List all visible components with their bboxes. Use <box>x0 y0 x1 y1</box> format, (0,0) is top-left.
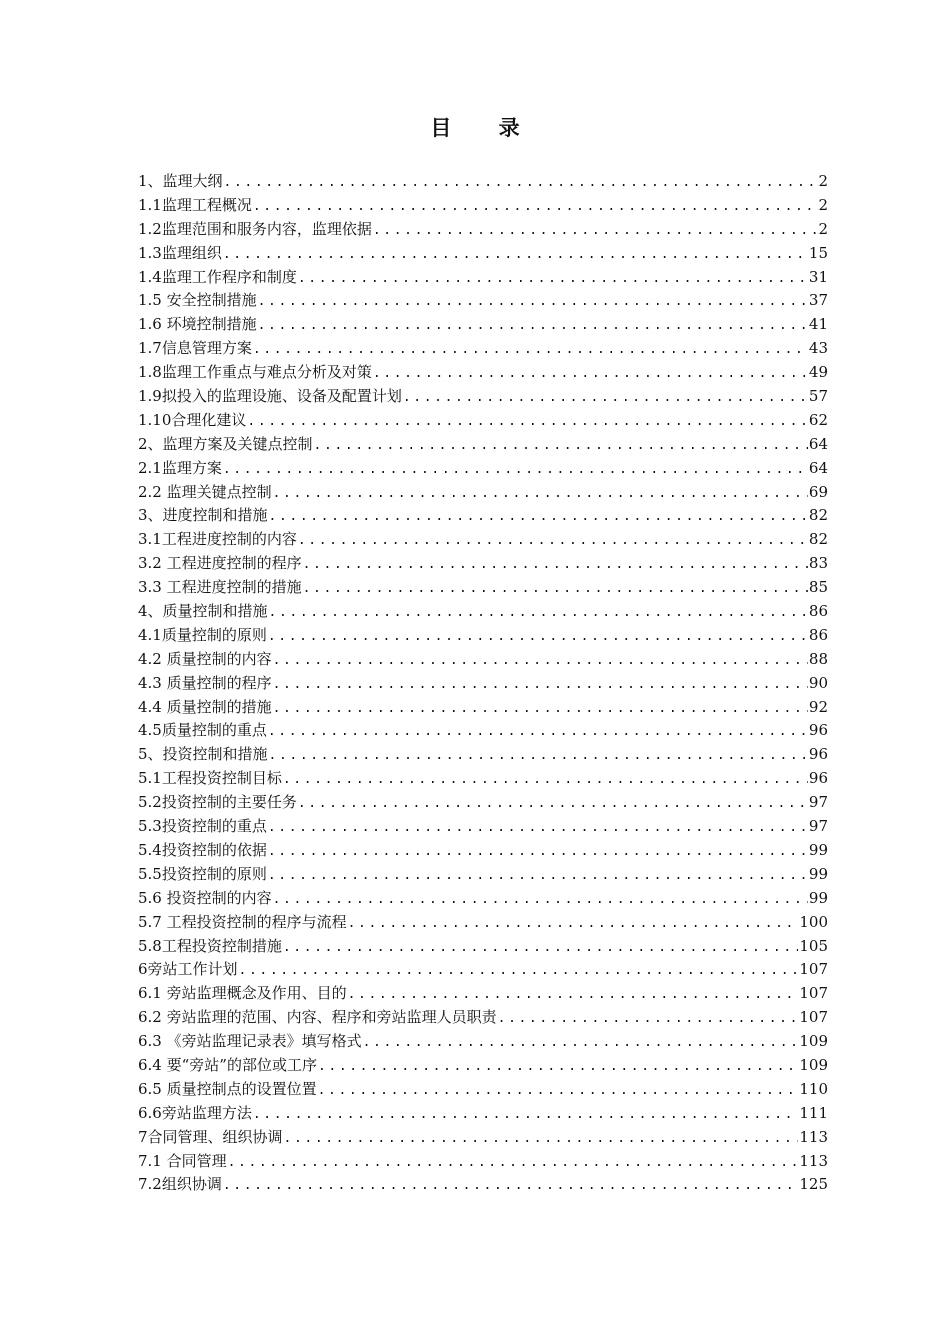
toc-dot-leader <box>253 1103 799 1127</box>
toc-dot-leader <box>253 338 808 362</box>
toc-entry[interactable] <box>138 719 828 743</box>
toc-entry-label: 2.2 监理关键点控制 <box>138 482 272 501</box>
toc-entry-label: 3.1工程进度控制的内容 <box>138 530 297 549</box>
toc-dot-leader <box>223 1174 799 1198</box>
toc-entry-page-number: 107 <box>799 960 828 979</box>
toc-entry[interactable] <box>138 194 828 218</box>
toc-dot-leader <box>318 1055 798 1079</box>
toc-entry[interactable] <box>138 767 828 791</box>
toc-entry-page-number: 96 <box>808 721 828 740</box>
toc-entry[interactable] <box>138 696 828 720</box>
toc-entry-page-number: 125 <box>799 1175 828 1194</box>
toc-entry-label: 4.1质量控制的原则 <box>138 625 267 644</box>
toc-entry-page-number: 96 <box>808 745 828 764</box>
toc-entry-label: 2、监理方案及关键点控制 <box>138 434 313 453</box>
toc-dot-leader <box>258 314 808 338</box>
toc-entry-label: 6.6旁站监理方法 <box>138 1103 252 1122</box>
toc-entry-label: 5.7 工程投资控制的程序与流程 <box>138 912 347 931</box>
toc-dot-leader <box>298 792 808 816</box>
toc-dot-leader <box>224 171 818 195</box>
toc-entry-page-number: 96 <box>808 769 828 788</box>
toc-entry-page-number: 85 <box>808 578 828 597</box>
toc-entry-label: 5.2投资控制的主要任务 <box>138 793 297 812</box>
toc-entry[interactable] <box>138 648 828 672</box>
toc-entry-label: 6.5 质量控制点的设置位置 <box>138 1079 317 1098</box>
toc-entry-page-number: 49 <box>808 363 828 382</box>
toc-entry[interactable] <box>138 911 828 935</box>
toc-entry-label: 4.3 质量控制的程序 <box>138 673 272 692</box>
toc-entry[interactable] <box>138 958 828 982</box>
toc-entry[interactable] <box>138 791 828 815</box>
toc-entry-page-number: 110 <box>799 1079 828 1098</box>
toc-dot-leader <box>318 1079 799 1103</box>
toc-entry-page-number: 99 <box>808 864 828 883</box>
toc-entry-page-number: 109 <box>799 1032 828 1051</box>
toc-entry[interactable] <box>138 743 828 767</box>
toc-dot-leader <box>247 410 808 434</box>
toc-dot-leader <box>273 649 808 673</box>
toc-entry-label: 5.4投资控制的依据 <box>138 840 267 859</box>
toc-entry-label: 1.7信息管理方案 <box>138 339 252 358</box>
toc-entry[interactable] <box>138 1126 828 1150</box>
toc-entry-label: 6.3 《旁站监理记录表》填写格式 <box>138 1032 362 1051</box>
toc-entry-page-number: 69 <box>808 482 828 501</box>
toc-entry-page-number: 88 <box>808 649 828 668</box>
toc-entry-page-number: 107 <box>799 1008 828 1027</box>
toc-entry-page-number: 57 <box>808 387 828 406</box>
toc-dot-leader <box>403 386 808 410</box>
toc-entry-label: 4.5质量控制的重点 <box>138 721 267 740</box>
toc-dot-leader <box>253 195 818 219</box>
toc-entry-page-number: 43 <box>808 339 828 358</box>
toc-dot-leader <box>314 434 808 458</box>
toc-entry-page-number: 2 <box>818 195 828 214</box>
toc-entry-label: 6.1 旁站监理概念及作用、目的 <box>138 984 347 1003</box>
toc-entry-page-number: 2 <box>818 172 828 190</box>
toc-dot-leader <box>268 840 808 864</box>
toc-entry-label: 3、进度控制和措施 <box>138 506 268 525</box>
toc-entry-label: 4、质量控制和措施 <box>138 602 268 621</box>
toc-entry-page-number: 64 <box>808 458 828 477</box>
toc-entry-page-number: 62 <box>808 410 828 429</box>
toc-entry[interactable] <box>138 385 828 409</box>
toc-entry-page-number: 107 <box>799 984 828 1003</box>
toc-dot-leader <box>298 267 808 291</box>
toc-entry[interactable] <box>138 170 828 194</box>
toc-entry[interactable] <box>138 1054 828 1078</box>
toc-entry-page-number: 64 <box>808 434 828 453</box>
toc-entry[interactable] <box>138 242 828 266</box>
toc-entry-page-number: 92 <box>808 697 828 716</box>
toc-entry-page-number: 99 <box>808 840 828 859</box>
toc-entry-page-number: 86 <box>808 602 828 621</box>
toc-entry-label: 5.3投资控制的重点 <box>138 817 267 836</box>
toc-entry-label: 1.6 环境控制措施 <box>138 315 257 334</box>
toc-entry[interactable] <box>138 266 828 290</box>
toc-dot-leader <box>268 816 808 840</box>
toc-entry-label: 1.4监理工作程序和制度 <box>138 267 297 286</box>
toc-title: 目 录 <box>430 115 540 140</box>
toc-entry-page-number: 37 <box>808 291 828 310</box>
toc-entry[interactable] <box>138 457 828 481</box>
toc-entry[interactable] <box>138 815 828 839</box>
toc-entry-label: 1.1监理工程概况 <box>138 195 252 214</box>
toc-entry-label: 4.4 质量控制的措施 <box>138 697 272 716</box>
toc-entry[interactable] <box>138 481 828 505</box>
toc-entry-label: 3.3 工程进度控制的措施 <box>138 578 302 597</box>
toc-entry-page-number: 82 <box>808 530 828 549</box>
toc-dot-leader <box>373 362 808 386</box>
toc-entry[interactable] <box>138 504 828 528</box>
toc-entry-label: 1.10合理化建议 <box>138 410 247 429</box>
toc-dot-leader <box>239 959 799 983</box>
toc-dot-leader <box>269 505 808 529</box>
toc-entry-page-number: 111 <box>799 1103 828 1122</box>
toc-entry-label: 4.2 质量控制的内容 <box>138 649 272 668</box>
toc-entry[interactable] <box>138 1173 828 1197</box>
toc-entry-page-number: 2 <box>818 219 828 238</box>
toc-dot-leader <box>363 1031 799 1055</box>
toc-entry-page-number: 113 <box>799 1127 828 1146</box>
toc-dot-leader <box>303 577 808 601</box>
toc-entry-label: 5.1工程投资控制目标 <box>138 769 282 788</box>
toc-entry-page-number: 97 <box>808 793 828 812</box>
toc-entry[interactable] <box>138 863 828 887</box>
toc-entry[interactable] <box>138 433 828 457</box>
toc-entry-label: 6.2 旁站监理的范围、内容、程序和旁站监理人员职责 <box>138 1008 497 1027</box>
toc-entry-page-number: 86 <box>808 625 828 644</box>
toc-dot-leader <box>268 720 808 744</box>
toc-dot-leader <box>269 744 808 768</box>
toc-dot-leader <box>348 912 799 936</box>
toc-entry[interactable] <box>138 887 828 911</box>
toc-entry[interactable] <box>138 409 828 433</box>
toc-dot-leader <box>273 482 808 506</box>
toc-entry[interactable] <box>138 289 828 313</box>
toc-entry-label: 1.5 安全控制措施 <box>138 291 257 310</box>
toc-list <box>138 170 828 1197</box>
toc-entry-page-number: 31 <box>808 267 828 286</box>
toc-entry-label: 7合同管理、组织协调 <box>138 1127 283 1146</box>
toc-dot-leader <box>373 219 818 243</box>
toc-entry-label: 1.2监理范围和服务内容，监理依据 <box>138 219 372 238</box>
toc-entry-page-number: 82 <box>808 506 828 525</box>
toc-dot-leader <box>268 625 808 649</box>
toc-entry[interactable] <box>138 935 828 959</box>
toc-entry-label: 6旁站工作计划 <box>138 960 238 979</box>
toc-entry-label: 1、监理大纲 <box>138 172 223 190</box>
toc-dot-leader <box>303 553 808 577</box>
toc-entry[interactable] <box>138 361 828 385</box>
toc-dot-leader <box>258 290 808 314</box>
toc-entry-page-number: 90 <box>808 673 828 692</box>
toc-entry-label: 5.5投资控制的原则 <box>138 864 267 883</box>
toc-entry[interactable] <box>138 337 828 361</box>
toc-dot-leader <box>228 1151 799 1175</box>
toc-entry[interactable] <box>138 1102 828 1126</box>
toc-entry[interactable] <box>138 1030 828 1054</box>
toc-entry-page-number: 105 <box>799 936 828 955</box>
toc-entry-label: 2.1监理方案 <box>138 458 222 477</box>
toc-entry-label: 1.3监理组织 <box>138 243 222 262</box>
toc-entry[interactable] <box>138 1150 828 1174</box>
toc-entry-page-number: 97 <box>808 817 828 836</box>
toc-dot-leader <box>268 864 808 888</box>
toc-entry-page-number: 83 <box>808 554 828 573</box>
toc-entry-label: 3.2 工程进度控制的程序 <box>138 554 302 573</box>
toc-dot-leader <box>223 243 808 267</box>
toc-entry-label: 6.4 要“旁站”的部位或工序 <box>138 1055 317 1074</box>
toc-dot-leader <box>283 768 808 792</box>
toc-entry[interactable] <box>138 528 828 552</box>
toc-entry[interactable] <box>138 839 828 863</box>
toc-dot-leader <box>498 1007 799 1031</box>
toc-entry-page-number: 41 <box>808 315 828 334</box>
toc-entry-page-number: 15 <box>808 243 828 262</box>
toc-entry[interactable] <box>138 552 828 576</box>
toc-dot-leader <box>284 1127 799 1151</box>
toc-entry-label: 5、投资控制和措施 <box>138 745 268 764</box>
toc-dot-leader <box>273 673 808 697</box>
toc-entry[interactable] <box>138 624 828 648</box>
toc-entry[interactable] <box>138 313 828 337</box>
toc-entry[interactable] <box>138 1006 828 1030</box>
toc-entry[interactable] <box>138 672 828 696</box>
toc-entry[interactable] <box>138 982 828 1006</box>
toc-entry-label: 5.6 投资控制的内容 <box>138 888 272 907</box>
toc-dot-leader <box>283 936 799 960</box>
toc-dot-leader <box>223 458 808 482</box>
toc-entry[interactable] <box>138 576 828 600</box>
toc-entry-label: 1.9拟投入的监理设施、设备及配置计划 <box>138 387 402 406</box>
toc-dot-leader <box>273 697 808 721</box>
toc-entry-label: 7.1 合同管理 <box>138 1151 227 1170</box>
toc-entry-label: 1.8监理工作重点与难点分析及对策 <box>138 363 372 382</box>
toc-entry-page-number: 99 <box>808 888 828 907</box>
toc-dot-leader <box>298 529 808 553</box>
toc-dot-leader <box>348 983 799 1007</box>
toc-dot-leader <box>273 888 808 912</box>
toc-entry-page-number: 100 <box>799 912 828 931</box>
toc-entry[interactable] <box>138 218 828 242</box>
toc-entry-page-number: 113 <box>799 1151 828 1170</box>
toc-entry-label: 7.2组织协调 <box>138 1175 222 1194</box>
toc-entry-label: 5.8工程投资控制措施 <box>138 936 282 955</box>
toc-entry-page-number: 109 <box>799 1055 828 1074</box>
toc-entry[interactable] <box>138 600 828 624</box>
toc-entry[interactable] <box>138 1078 828 1102</box>
toc-dot-leader <box>269 601 808 625</box>
